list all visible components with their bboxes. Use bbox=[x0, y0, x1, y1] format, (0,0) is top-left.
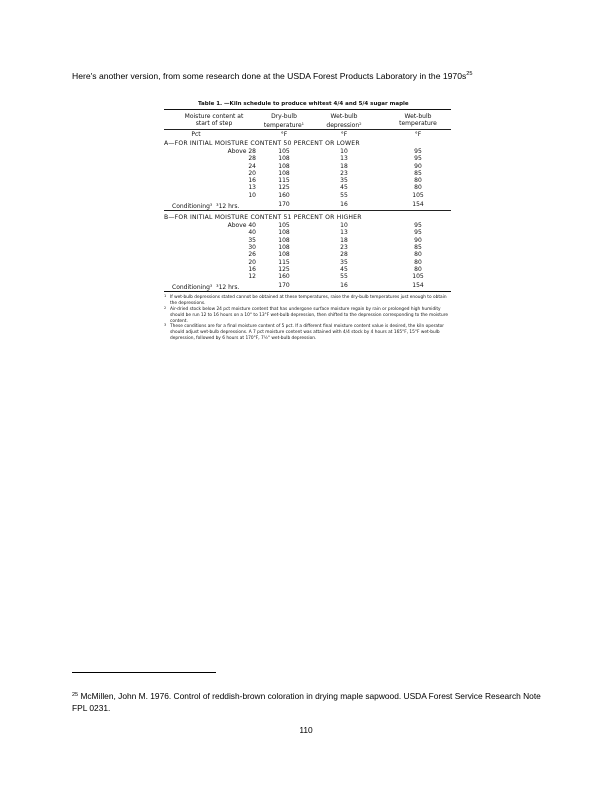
cell-depression: 18 bbox=[340, 236, 348, 244]
cell-moisture-content: Above 40 bbox=[227, 222, 256, 230]
conditioning-depression: 16 bbox=[340, 201, 348, 209]
header-col1-line1: Moisture content at bbox=[184, 113, 244, 120]
cell-depression: 45 bbox=[340, 265, 348, 273]
table-title: Table 1. —Kiln schedule to produce whitest 4/4 and 5/4 sugar maple bbox=[198, 101, 409, 107]
footnote-separator bbox=[72, 672, 216, 673]
conditioning-duration: ³12 hrs. bbox=[216, 203, 240, 211]
note-text: These conditions are for a final moisture content of 5 pct. If a different final moisture content value is desired, the kiln operator should adjust wet-bulb depressions. A 7 pct moisture content was attained with 4/4 stock by 4 hours at 165°F, 15°F wet-bulb depression, followed by 6 hours at 170°F, 7½° wet-bulb depression. bbox=[170, 324, 445, 342]
table-header bbox=[164, 112, 451, 129]
note-mark: 3 bbox=[164, 323, 167, 328]
cell-moisture-content: 26 bbox=[248, 251, 256, 259]
note-text: Air-dried stock below 24 pct moisture content that has undergone surface moisture regain by rain or prolonged high humidity should be run 12 to 16 hours on a 10° to 13°F wet-bulb depression, then shifted to the depression corresponding to the moisture content. bbox=[170, 307, 449, 324]
conditioning-wet-bulb: 154 bbox=[412, 201, 424, 209]
cell-dry-bulb: 160 bbox=[278, 191, 290, 199]
cell-dry-bulb: 160 bbox=[278, 273, 290, 281]
header-col3-line2: depression bbox=[326, 122, 360, 129]
cell-moisture-content: 16 bbox=[248, 265, 256, 273]
header-moisture-content bbox=[164, 113, 264, 127]
table-row bbox=[164, 177, 451, 184]
intro-text: Here's another version, from some research done at the USDA Forest Products Laboratory in the 1970s bbox=[72, 71, 467, 81]
header-col2-line2: temperature bbox=[263, 122, 302, 129]
cell-depression: 35 bbox=[340, 258, 348, 266]
footnote bbox=[72, 689, 542, 714]
section-b-conditioning bbox=[164, 280, 451, 291]
header-col3-line1: Wet-bulb bbox=[330, 113, 358, 120]
cell-moisture-content: 30 bbox=[248, 243, 256, 251]
cell-wet-bulb: 95 bbox=[414, 148, 422, 155]
header-col1-line2: start of step bbox=[195, 120, 233, 127]
header-col4-line1: Wet-bulb bbox=[404, 113, 432, 120]
section-b-rows bbox=[164, 222, 451, 280]
cell-wet-bulb: 105 bbox=[412, 273, 424, 281]
cell-moisture-content: 13 bbox=[248, 184, 256, 192]
intro-paragraph bbox=[72, 71, 473, 81]
conditioning-text: Conditioning bbox=[172, 284, 210, 292]
table-row bbox=[164, 273, 451, 280]
conditioning-text: Conditioning bbox=[172, 203, 210, 211]
cell-wet-bulb: 80 bbox=[414, 258, 422, 266]
cell-dry-bulb: 108 bbox=[278, 155, 290, 163]
cell-wet-bulb: 95 bbox=[414, 155, 422, 163]
cell-moisture-content: 20 bbox=[248, 258, 256, 266]
cell-dry-bulb: 125 bbox=[278, 265, 290, 273]
cell-depression: 55 bbox=[340, 191, 348, 199]
table-row bbox=[164, 155, 451, 162]
unit-pct: Pct bbox=[191, 131, 201, 138]
section-a-title: A—FOR INITIAL MOISTURE CONTENT 50 PERCENT OR LOWER bbox=[164, 140, 360, 147]
conditioning-dry-bulb: 170 bbox=[278, 282, 290, 290]
header-col3-mark: 2 bbox=[359, 121, 362, 126]
cell-depression: 35 bbox=[340, 177, 348, 185]
table-top-rule bbox=[164, 109, 451, 110]
cell-moisture-content: 16 bbox=[248, 177, 256, 185]
cell-depression: 28 bbox=[340, 251, 348, 259]
cell-moisture-content: 28 bbox=[248, 155, 256, 163]
section-a-conditioning bbox=[164, 199, 451, 210]
page-number: 110 bbox=[299, 725, 313, 735]
table-row bbox=[164, 266, 451, 273]
conditioning-wet-bulb: 154 bbox=[412, 282, 424, 290]
header-wet-bulb-temperature bbox=[386, 113, 450, 127]
note-mark: 2 bbox=[164, 306, 167, 311]
table-row bbox=[164, 251, 451, 258]
table-row bbox=[164, 163, 451, 170]
footnote-mark: 25 bbox=[72, 692, 79, 698]
note-text: If wet-bulb depressions stated cannot be obtained at these temperatures, raise the dry-bulb temperatures just enough to obtain the depressions. bbox=[170, 295, 447, 307]
cell-moisture-content: 40 bbox=[248, 229, 256, 237]
cell-dry-bulb: 108 bbox=[278, 236, 290, 244]
footnote-text: McMillen, John M. 1976. Control of reddish-brown coloration in drying maple sapwood. USDA Forest Service Research Note FPL 0231. bbox=[72, 691, 541, 713]
table-row bbox=[164, 184, 451, 191]
table-row bbox=[164, 237, 451, 244]
conditioning-depression: 16 bbox=[340, 282, 348, 290]
header-col2-line1: Dry-bulb bbox=[271, 113, 297, 120]
header-col2-mark: 1 bbox=[301, 121, 305, 126]
cell-wet-bulb: 90 bbox=[414, 236, 422, 244]
section-b-title: B—FOR INITIAL MOISTURE CONTENT 51 PERCENT OR HIGHER bbox=[164, 214, 362, 222]
cell-moisture-content: 20 bbox=[248, 169, 256, 177]
conditioning-dry-bulb: 170 bbox=[278, 201, 290, 209]
cell-wet-bulb: 105 bbox=[412, 191, 424, 199]
cell-wet-bulb: 85 bbox=[414, 243, 422, 251]
table-note-2 bbox=[164, 307, 451, 324]
cell-dry-bulb: 108 bbox=[278, 169, 290, 177]
cell-dry-bulb: 115 bbox=[278, 258, 290, 266]
conditioning-label bbox=[172, 280, 239, 293]
cell-dry-bulb: 108 bbox=[278, 243, 290, 251]
cell-dry-bulb: 108 bbox=[278, 229, 290, 237]
cell-dry-bulb: 108 bbox=[278, 251, 290, 259]
table-note-1 bbox=[164, 295, 451, 307]
cell-dry-bulb: 115 bbox=[278, 177, 290, 185]
cell-moisture-content: 24 bbox=[248, 162, 256, 170]
cell-wet-bulb: 80 bbox=[414, 177, 422, 185]
cell-wet-bulb: 95 bbox=[414, 229, 422, 237]
cell-dry-bulb: 125 bbox=[278, 184, 290, 192]
cell-depression: 13 bbox=[340, 155, 348, 163]
header-dry-bulb bbox=[252, 113, 316, 129]
cell-depression: 23 bbox=[340, 243, 348, 251]
table-note-3 bbox=[164, 324, 451, 341]
table-notes bbox=[164, 295, 451, 341]
conditioning-label bbox=[172, 199, 239, 212]
cell-depression: 10 bbox=[340, 222, 348, 230]
note-mark: 1 bbox=[164, 294, 167, 299]
unit-dry-bulb: °F bbox=[280, 131, 288, 138]
table-row bbox=[164, 229, 451, 236]
conditioning-mark: 3 bbox=[209, 202, 213, 208]
cell-wet-bulb: 80 bbox=[414, 251, 422, 259]
header-col4-line2: temperature bbox=[399, 120, 437, 127]
conditioning-duration: ³12 hrs. bbox=[216, 284, 240, 292]
cell-wet-bulb: 80 bbox=[414, 184, 422, 192]
unit-wet-bulb: °F bbox=[414, 131, 422, 138]
cell-depression: 55 bbox=[340, 273, 348, 281]
kiln-schedule-table-figure bbox=[164, 101, 451, 342]
cell-depression: 18 bbox=[340, 162, 348, 170]
footnote-ref: 25 bbox=[466, 71, 473, 77]
cell-dry-bulb: 105 bbox=[278, 222, 290, 230]
table-row bbox=[164, 148, 451, 155]
cell-wet-bulb: 80 bbox=[414, 265, 422, 273]
header-wet-bulb-depression bbox=[312, 113, 376, 129]
table-row bbox=[164, 244, 451, 251]
table-row bbox=[164, 170, 451, 177]
cell-depression: 23 bbox=[340, 169, 348, 177]
cell-wet-bulb: 90 bbox=[414, 162, 422, 170]
cell-dry-bulb: 108 bbox=[278, 162, 290, 170]
table-row bbox=[164, 259, 451, 266]
cell-depression: 13 bbox=[340, 229, 348, 237]
cell-moisture-content: 10 bbox=[248, 191, 256, 199]
cell-depression: 45 bbox=[340, 184, 348, 192]
cell-moisture-content: Above 28 bbox=[227, 148, 256, 155]
units-row bbox=[164, 130, 451, 139]
table-row bbox=[164, 222, 451, 229]
cell-wet-bulb: 95 bbox=[414, 222, 422, 230]
unit-depression: °F bbox=[340, 131, 348, 138]
cell-moisture-content: 35 bbox=[248, 236, 256, 244]
cell-dry-bulb: 105 bbox=[278, 148, 290, 155]
cell-moisture-content: 12 bbox=[248, 273, 256, 281]
table-row bbox=[164, 192, 451, 199]
cell-depression: 10 bbox=[340, 148, 348, 155]
section-a-rows bbox=[164, 148, 451, 199]
conditioning-mark: 3 bbox=[209, 283, 213, 289]
cell-wet-bulb: 85 bbox=[414, 169, 422, 177]
